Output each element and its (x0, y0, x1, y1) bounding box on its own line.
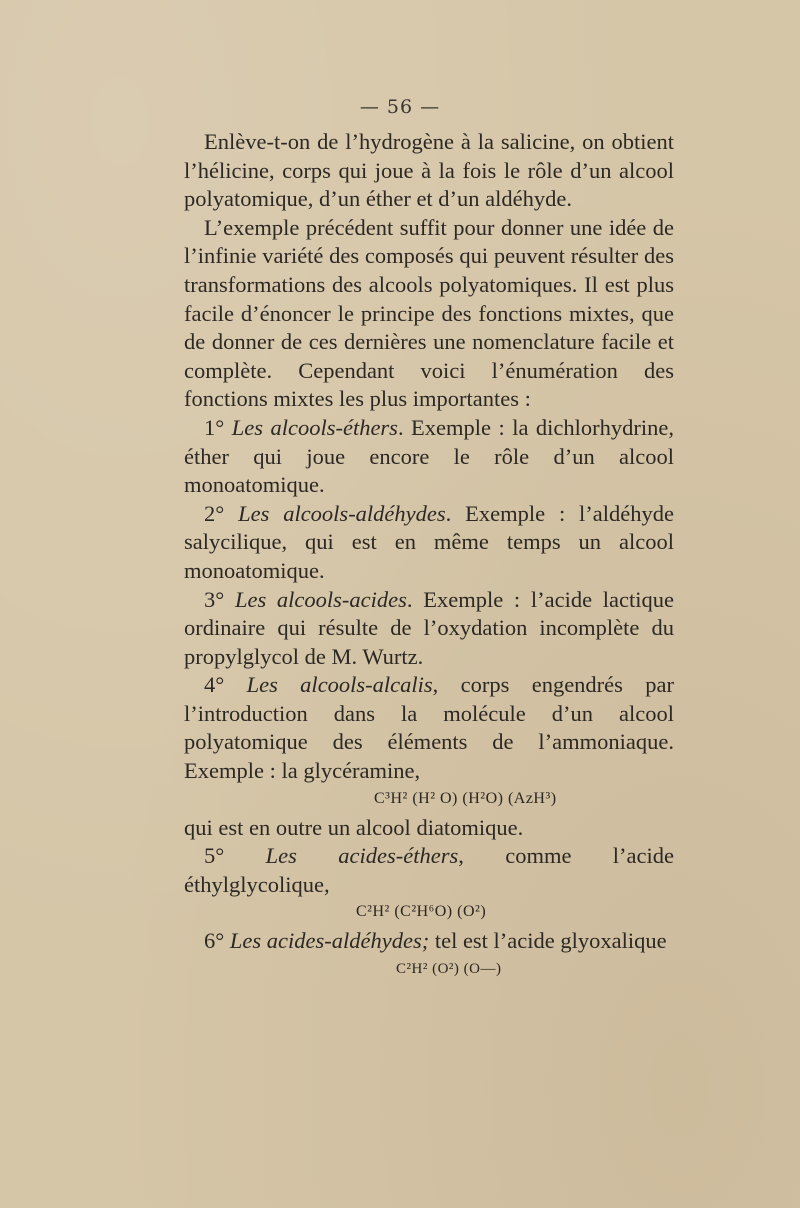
item-number: 1° (204, 414, 225, 440)
item-title: Les acides-éthers (265, 843, 459, 869)
list-item-acides-aldehydes (184, 927, 674, 956)
list-item-alcools-acides (184, 586, 674, 672)
item-title: Les alcools-alcalis (246, 672, 433, 698)
item-text: , corps engendrés par l’introduction dans la molécule d’un alcool polyatomique des éléments de l’ammoniaque. Exemple : la glycéramine, (184, 672, 674, 784)
item-number: 5° (204, 843, 225, 869)
item-number: 3° (204, 586, 225, 612)
formula-glyoxalique: C²H² (O²) (O—) (396, 961, 502, 978)
item-text: . Exemple : l’aldéhyde salycilique, qui est en même temps un alcool monoatomique. (184, 500, 674, 583)
item-text: , comme l’acide éthylglycolique, (184, 843, 675, 897)
item-text: tel est l’acide glyoxalique (429, 928, 667, 954)
item-number: 4° (204, 672, 225, 698)
list-item-alcools-aldehydes (184, 500, 674, 586)
list-item-acides-ethers (184, 842, 674, 899)
body-text (184, 128, 674, 984)
page-number: — 56 — (359, 96, 441, 118)
item-text: . Exemple : la dichlorhydrine, éther qui joue encore le rôle d’un alcool monoatomique. (184, 414, 675, 498)
item-text: . Exemple : l’acide lactique ordinaire qui résulte de l’oxydation incomplète du propylglycol de M. Wurtz. (184, 586, 675, 669)
formula-ethylglycolique: C²H² (C²H⁶O) (O²) (356, 903, 487, 921)
paragraph-intro-mixed-functions: L’exemple précédent suffit pour donner une idée de l’infinie variété des composés qui peuvent résulter des transformations des alcools polyatomiques. Il est plus facile d’énoncer le principe des fonctions mixtes, que de donner de ces dernières une nomenclature facile et complète. Cependant voici l’énumération des fonctions mixtes les plus importantes : (184, 214, 674, 412)
item-title: Les acides-aldéhydes; (229, 928, 430, 954)
paragraph-helicine: Enlève-t-on de l’hydrogène à la salicine, on obtient l’hélicine, corps qui joue à la fois le rôle d’un alcool polyatomique, d’un éther et d’un aldéhyde. (184, 129, 674, 212)
item-title: Les alcools-éthers (231, 414, 398, 440)
list-item-alcools-alcalis (184, 671, 674, 785)
list-item-alcools-ethers (184, 414, 674, 500)
item-title: Les alcools-aldéhydes (238, 500, 446, 526)
item-number: 6° (204, 928, 225, 954)
item-title: Les alcools-acides (234, 586, 407, 612)
formula-glyceramine: C³H² (H² O) (H²O) (AzH³) (374, 789, 557, 807)
paragraph-diatomique: qui est en outre un alcool diatomique. (184, 814, 524, 840)
item-number: 2° (204, 500, 225, 526)
